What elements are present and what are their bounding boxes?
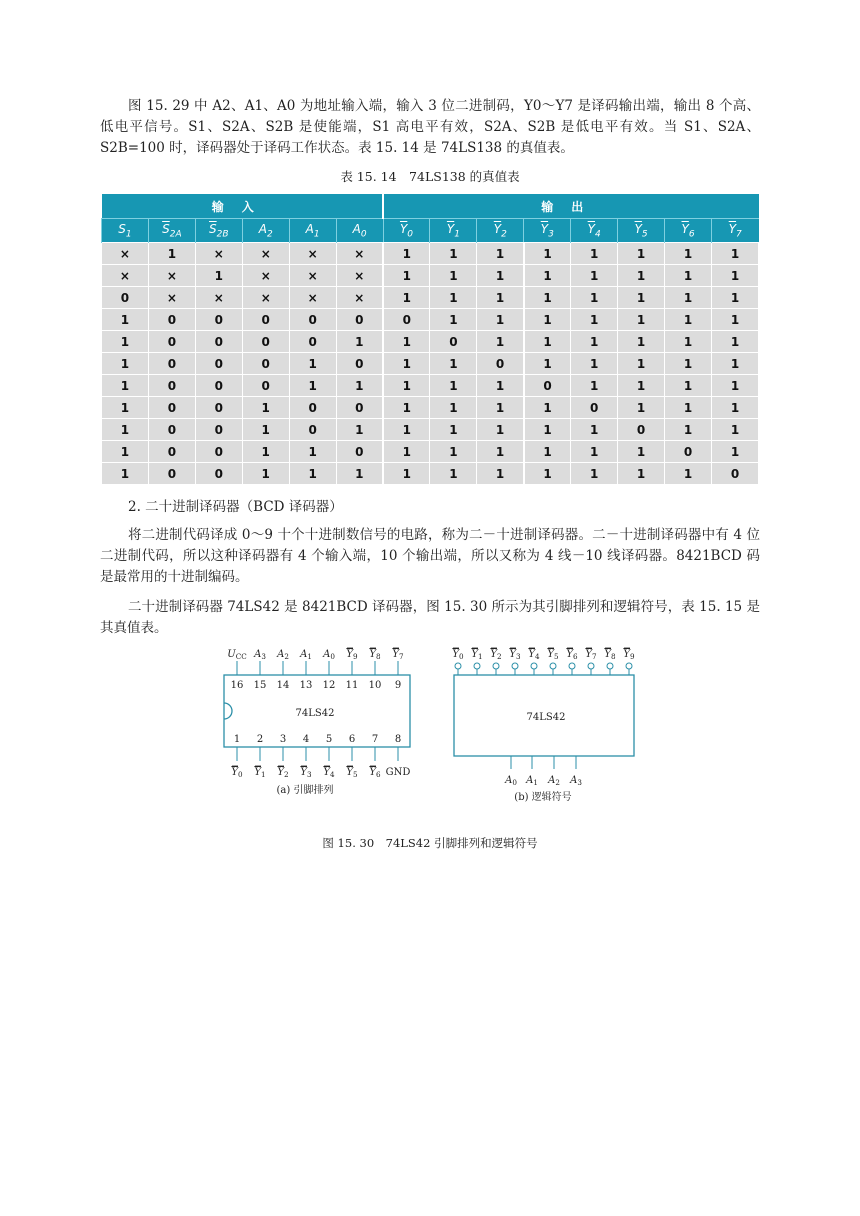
table-cell: 1 xyxy=(477,419,524,441)
pin-number-top: 16 xyxy=(230,680,244,691)
pin-number-bottom: 2 xyxy=(256,734,264,745)
table-cell: 1 xyxy=(524,463,571,485)
table-row xyxy=(102,309,759,331)
figure-svg xyxy=(100,645,760,835)
pin-signal-top: $Y_8$ xyxy=(369,649,381,661)
table-cell: 0 xyxy=(148,309,195,331)
group-input-header: 输入 xyxy=(102,194,384,219)
table-cell: 1 xyxy=(430,463,477,485)
table-cell: 1 xyxy=(618,441,665,463)
pin-signal-top: $A_1$ xyxy=(300,649,312,661)
table-row xyxy=(102,331,759,353)
table-cell: 1 xyxy=(242,419,289,441)
table-cell: 0 xyxy=(524,375,571,397)
pin-signal-top: $A_3$ xyxy=(254,649,266,661)
output-signal: $Y_7$ xyxy=(585,649,597,661)
table-cell: 1 xyxy=(711,265,758,287)
table-cell: 0 xyxy=(195,375,242,397)
truth-table-wrap xyxy=(100,194,760,485)
table-cell: 1 xyxy=(711,243,758,265)
table-row xyxy=(102,375,759,397)
table-cell: × xyxy=(336,243,383,265)
pin-number-top: 15 xyxy=(253,680,267,691)
table-cell: × xyxy=(289,265,336,287)
table-cell: 1 xyxy=(336,331,383,353)
table-cell: 1 xyxy=(618,265,665,287)
table-cell: 1 xyxy=(383,463,430,485)
table-row xyxy=(102,397,759,419)
table-column-header xyxy=(102,219,759,243)
pin-signal-bottom: GND xyxy=(385,767,411,778)
output-signal: $Y_0$ xyxy=(452,649,464,661)
table-cell: 1 xyxy=(102,419,149,441)
table-cell: 0 xyxy=(195,419,242,441)
table-cell: 0 xyxy=(242,353,289,375)
table-cell: 1 xyxy=(571,419,618,441)
paragraph-2: 将二进制代码译成 0～9 十个十进制数信号的电路，称为二－十进制译码器。二－十进制译码器中有 4 位二进制代码，所以这种译码器有 4 个输入端，10 个输出端，所以又称为 4 线－10 线译码器。8421BCD 码是最常用的十进制编码。 xyxy=(100,527,760,585)
col-header-a2: $A_2$ xyxy=(242,219,289,243)
pin-signal-top: $Y_7$ xyxy=(392,649,404,661)
output-signal: $Y_3$ xyxy=(509,649,521,661)
col-header-s2b: $\overline{S}_{2B}$ xyxy=(195,219,242,243)
table-cell: 1 xyxy=(524,397,571,419)
pin-number-top: 12 xyxy=(322,680,336,691)
col-header-y0: $\overline{Y}_0$ xyxy=(383,219,430,243)
table-cell: 1 xyxy=(289,463,336,485)
table-cell: 1 xyxy=(618,331,665,353)
table-cell: 1 xyxy=(102,397,149,419)
output-signal: $Y_4$ xyxy=(528,649,540,661)
table-cell: 0 xyxy=(148,441,195,463)
col-header-y3: $\overline{Y}_3$ xyxy=(524,219,571,243)
table-cell: 1 xyxy=(711,287,758,309)
table-cell: 0 xyxy=(148,419,195,441)
table-cell: 1 xyxy=(102,309,149,331)
table-cell: 1 xyxy=(618,463,665,485)
table-cell: 1 xyxy=(383,331,430,353)
pin-signal-bottom: $Y_2$ xyxy=(277,767,289,779)
table-cell: 1 xyxy=(195,265,242,287)
table-cell: 0 xyxy=(242,375,289,397)
table-cell: × xyxy=(102,265,149,287)
table-cell: 1 xyxy=(102,375,149,397)
table-cell: 1 xyxy=(383,265,430,287)
table-row xyxy=(102,441,759,463)
pin-number-top: 14 xyxy=(276,680,290,691)
chip-label-pinout: 74LS42 xyxy=(295,708,335,719)
output-signal: $Y_1$ xyxy=(471,649,483,661)
table-cell: 1 xyxy=(711,441,758,463)
figure-caption: 图 15. 30 74LS42 引脚排列和逻辑符号 xyxy=(322,836,538,850)
pin-number-top: 13 xyxy=(299,680,313,691)
table-cell: 1 xyxy=(477,287,524,309)
table-body xyxy=(102,243,759,485)
table-cell: × xyxy=(148,287,195,309)
table-cell: 1 xyxy=(665,397,712,419)
inversion-bubble xyxy=(474,663,480,669)
table-cell: 1 xyxy=(571,441,618,463)
table-cell: 1 xyxy=(289,441,336,463)
col-header-y7: $\overline{Y}_7$ xyxy=(711,219,758,243)
pin-signal-top: $A_2$ xyxy=(277,649,289,661)
table-cell: 1 xyxy=(665,243,712,265)
table-cell: 1 xyxy=(477,463,524,485)
table-cell: 0 xyxy=(571,397,618,419)
table-cell: 0 xyxy=(477,353,524,375)
table-cell: 0 xyxy=(148,331,195,353)
table-cell: 1 xyxy=(571,309,618,331)
table-cell: 1 xyxy=(383,243,430,265)
pin-number-bottom: 1 xyxy=(233,734,241,745)
table-cell: 0 xyxy=(195,331,242,353)
input-signal: $A_1$ xyxy=(526,775,538,787)
table-cell: 1 xyxy=(571,331,618,353)
table-cell: 1 xyxy=(618,375,665,397)
table-cell: 1 xyxy=(430,287,477,309)
table-cell: 1 xyxy=(102,463,149,485)
table-cell: 0 xyxy=(383,309,430,331)
table-cell: 1 xyxy=(336,419,383,441)
chip-label-logic: 74LS42 xyxy=(526,712,566,723)
table-cell: 1 xyxy=(618,353,665,375)
table-cell: 1 xyxy=(571,265,618,287)
table-cell: × xyxy=(195,287,242,309)
table-cell: 0 xyxy=(289,309,336,331)
pin-number-bottom: 4 xyxy=(302,734,310,745)
subcaption-b: (b) 逻辑符号 xyxy=(514,792,572,803)
pin-signal-bottom: $Y_6$ xyxy=(369,767,381,779)
pin-signal-top: $U_{CC}$ xyxy=(227,649,247,661)
table-cell: × xyxy=(242,265,289,287)
col-header-y5: $\overline{Y}_5$ xyxy=(618,219,665,243)
inversion-bubble xyxy=(607,663,613,669)
pin-number-top: 10 xyxy=(368,680,382,691)
table-cell: × xyxy=(148,265,195,287)
table-cell: × xyxy=(195,243,242,265)
table-cell: 1 xyxy=(477,265,524,287)
pin-number-bottom: 5 xyxy=(325,734,333,745)
table-cell: 1 xyxy=(430,309,477,331)
table-cell: 0 xyxy=(618,419,665,441)
table-cell: 1 xyxy=(430,441,477,463)
inversion-bubble xyxy=(493,663,499,669)
paragraph-3: 二十进制译码器 74LS42 是 8421BCD 译码器，图 15. 30 所示为其引脚排列和逻辑符号，表 15. 15 是其真值表。 xyxy=(100,599,760,636)
table-cell: 1 xyxy=(477,331,524,353)
table-cell: 1 xyxy=(242,463,289,485)
table-cell: × xyxy=(102,243,149,265)
pin-signal-bottom: $Y_0$ xyxy=(231,767,243,779)
col-header-a0: $A_0$ xyxy=(336,219,383,243)
inversion-bubble xyxy=(550,663,556,669)
table-cell: 1 xyxy=(383,375,430,397)
table-cell: 1 xyxy=(711,397,758,419)
page-content xyxy=(100,96,760,851)
table-cell: 1 xyxy=(102,353,149,375)
table-cell: 1 xyxy=(430,397,477,419)
col-header-y2: $\overline{Y}_2$ xyxy=(477,219,524,243)
col-header-s1: $S_1$ xyxy=(102,219,149,243)
input-signal: $A_2$ xyxy=(548,775,560,787)
table-cell: 1 xyxy=(102,441,149,463)
table-cell: 1 xyxy=(665,265,712,287)
table-cell: 1 xyxy=(289,375,336,397)
table-cell: 0 xyxy=(195,353,242,375)
pin-signal-bottom: $Y_5$ xyxy=(346,767,358,779)
table-cell: 1 xyxy=(618,243,665,265)
table-cell: 0 xyxy=(665,441,712,463)
table-row xyxy=(102,287,759,309)
table-cell: 1 xyxy=(477,243,524,265)
col-header-a1: $A_1$ xyxy=(289,219,336,243)
inversion-bubble xyxy=(512,663,518,669)
figure-15-30 xyxy=(100,645,760,835)
table-group-header xyxy=(102,194,759,219)
table-cell: 1 xyxy=(242,397,289,419)
col-header-y6: $\overline{Y}_6$ xyxy=(665,219,712,243)
table-cell: × xyxy=(242,243,289,265)
table-cell: 0 xyxy=(336,309,383,331)
output-signal: $Y_9$ xyxy=(623,649,635,661)
table-cell: 1 xyxy=(242,441,289,463)
output-signal: $Y_2$ xyxy=(490,649,502,661)
pin-number-top: 11 xyxy=(345,680,359,691)
table-cell: × xyxy=(289,243,336,265)
table-cell: 1 xyxy=(383,397,430,419)
table-cell: 1 xyxy=(524,309,571,331)
table-cell: 0 xyxy=(430,331,477,353)
table-cell: 0 xyxy=(148,463,195,485)
intro-paragraph: 图 15. 29 中 A2、A1、A0 为地址输入端，输入 3 位二进制码，Y0～Y7 是译码输出端，输出 8 个高、低电平信号。S1、S2A、S2B 是使能端，S1 高电平有效，S2A、S2B 是低电平有效。当 S1、S2A、S2B=100 时，译码器处于译码工作状态。表 15. 14 是 74LS138 的真值表。 xyxy=(100,98,760,156)
output-signal: $Y_8$ xyxy=(604,649,616,661)
table-cell: 1 xyxy=(430,353,477,375)
inversion-bubble xyxy=(569,663,575,669)
table-cell: 1 xyxy=(571,243,618,265)
table-cell: 0 xyxy=(195,309,242,331)
truth-table-74ls138 xyxy=(101,194,759,485)
pin-number-bottom: 6 xyxy=(348,734,356,745)
table-cell: 1 xyxy=(665,463,712,485)
table-cell: 1 xyxy=(571,287,618,309)
inversion-bubble xyxy=(455,663,461,669)
table-cell: 1 xyxy=(711,309,758,331)
table-cell: 0 xyxy=(195,441,242,463)
inversion-bubble xyxy=(626,663,632,669)
inversion-bubble xyxy=(588,663,594,669)
inversion-bubble xyxy=(531,663,537,669)
table-caption: 表 15. 14 74LS138 的真值表 xyxy=(340,169,520,184)
pin-number-bottom: 3 xyxy=(279,734,287,745)
pin-number-bottom: 8 xyxy=(394,734,402,745)
table-cell: 1 xyxy=(665,331,712,353)
table-cell: 1 xyxy=(665,309,712,331)
table-cell: 1 xyxy=(477,309,524,331)
table-cell: 1 xyxy=(383,353,430,375)
table-cell: 1 xyxy=(383,287,430,309)
table-cell: 0 xyxy=(336,397,383,419)
table-cell: 1 xyxy=(336,463,383,485)
table-cell: 1 xyxy=(524,243,571,265)
table-cell: 0 xyxy=(242,309,289,331)
table-cell: 1 xyxy=(571,463,618,485)
table-cell: 0 xyxy=(711,463,758,485)
table-cell: 1 xyxy=(571,353,618,375)
table-cell: 1 xyxy=(571,375,618,397)
pin-signal-top: $A_0$ xyxy=(323,649,335,661)
col-header-y1: $\overline{Y}_1$ xyxy=(430,219,477,243)
table-cell: 1 xyxy=(524,419,571,441)
table-row xyxy=(102,243,759,265)
table-row xyxy=(102,463,759,485)
table-cell: × xyxy=(336,265,383,287)
input-signal: $A_0$ xyxy=(505,775,517,787)
table-cell: 1 xyxy=(148,243,195,265)
input-signal: $A_3$ xyxy=(570,775,582,787)
pin-number-bottom: 7 xyxy=(371,734,379,745)
table-row xyxy=(102,353,759,375)
table-cell: × xyxy=(242,287,289,309)
table-cell: 0 xyxy=(242,331,289,353)
table-cell: 1 xyxy=(618,287,665,309)
table-cell: 1 xyxy=(289,353,336,375)
table-cell: 1 xyxy=(618,309,665,331)
table-cell: 1 xyxy=(477,375,524,397)
table-cell: 1 xyxy=(383,419,430,441)
table-cell: 0 xyxy=(148,375,195,397)
table-cell: 1 xyxy=(336,375,383,397)
pin-signal-top: $Y_9$ xyxy=(346,649,358,661)
table-cell: 0 xyxy=(195,463,242,485)
table-cell: 1 xyxy=(665,287,712,309)
table-cell: 0 xyxy=(336,353,383,375)
output-signal: $Y_6$ xyxy=(566,649,578,661)
table-cell: 1 xyxy=(711,331,758,353)
table-cell: × xyxy=(336,287,383,309)
table-cell: 0 xyxy=(148,397,195,419)
table-cell: × xyxy=(289,287,336,309)
table-cell: 1 xyxy=(383,441,430,463)
group-output-header: 输出 xyxy=(383,194,758,219)
table-cell: 1 xyxy=(430,265,477,287)
table-cell: 1 xyxy=(524,441,571,463)
col-header-s2a: $\overline{S}_{2A}$ xyxy=(148,219,195,243)
table-cell: 1 xyxy=(524,287,571,309)
section-heading: 2. 二十进制译码器（BCD 译码器） xyxy=(128,499,343,515)
output-signal: $Y_5$ xyxy=(547,649,559,661)
table-cell: 0 xyxy=(102,287,149,309)
table-cell: 1 xyxy=(524,353,571,375)
table-cell: 1 xyxy=(430,375,477,397)
table-cell: 0 xyxy=(336,441,383,463)
table-row xyxy=(102,265,759,287)
table-cell: 0 xyxy=(195,397,242,419)
table-cell: 0 xyxy=(148,353,195,375)
table-cell: 1 xyxy=(665,375,712,397)
col-header-y4: $\overline{Y}_4$ xyxy=(571,219,618,243)
table-cell: 1 xyxy=(102,331,149,353)
table-cell: 0 xyxy=(289,419,336,441)
table-cell: 1 xyxy=(711,419,758,441)
table-cell: 1 xyxy=(711,353,758,375)
table-cell: 1 xyxy=(665,353,712,375)
table-cell: 1 xyxy=(524,331,571,353)
table-cell: 1 xyxy=(430,243,477,265)
table-cell: 1 xyxy=(477,397,524,419)
pin-number-top: 9 xyxy=(394,680,402,691)
pin-signal-bottom: $Y_3$ xyxy=(300,767,312,779)
table-cell: 1 xyxy=(665,419,712,441)
table-cell: 0 xyxy=(289,397,336,419)
subcaption-a: (a) 引脚排列 xyxy=(276,785,334,796)
table-cell: 1 xyxy=(618,397,665,419)
table-cell: 1 xyxy=(430,419,477,441)
pin-signal-bottom: $Y_4$ xyxy=(323,767,335,779)
table-cell: 1 xyxy=(524,265,571,287)
pin-signal-bottom: $Y_1$ xyxy=(254,767,266,779)
table-cell: 1 xyxy=(711,375,758,397)
table-row xyxy=(102,419,759,441)
table-cell: 0 xyxy=(289,331,336,353)
table-cell: 1 xyxy=(477,441,524,463)
